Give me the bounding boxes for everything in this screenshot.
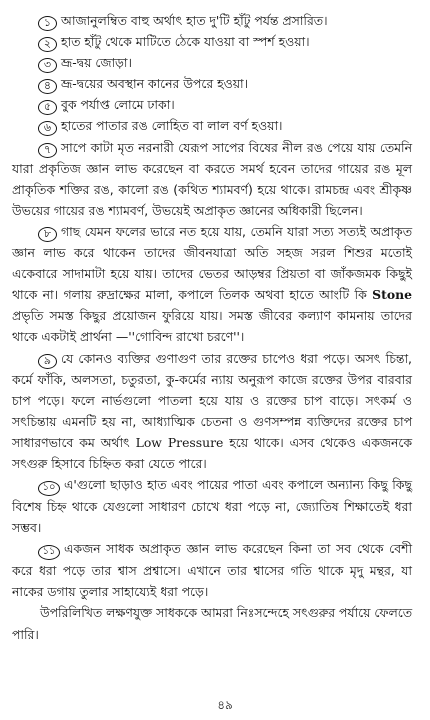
list-item — [38, 94, 412, 115]
page-number: ৪৯ — [217, 698, 233, 712]
item-text: হাতের পাতার রঙ লোহিত বা লাল বর্ণ হওয়া। — [61, 118, 283, 134]
item-text: সাপে কাটা মৃত নরনারী যেরূপ সাপের বিষের নীল রঙ পেয়ে যায় তেমনি যারা প্রকৃতিজ জ্ঞান লাভ করেছেন বা করতে সমর্থ হবেন তাদের গায়ের রঙ মূল প্রাকৃতিক শক্তির রঙ, কালো রঙ (কথিত শ্যামবর্ণ) হয়ে থাকে। রামচন্দ্র এবং শ্রীকৃষ্ণ উভয়ের গায়ের রঙ শ্যামবর্ণ, উভয়েই অপ্রাকৃত জ্ঞানের অধিকারী ছিলেন। — [12, 139, 412, 218]
list-item — [12, 348, 412, 475]
list-item — [38, 31, 412, 52]
item-number-badge: ৫ — [38, 100, 57, 115]
closing-paragraph: উপরিলিখিত লক্ষণযুক্ত সাধককে আমরা নিঃসন্দেহে সৎগুরুর পর্যায়ে ফেলতে পারি। — [12, 605, 412, 642]
item-text-continued: হয়ে থাকে। এসব থেকেও একজনকে সৎগুরু হিসাবে চিহ্নিত করা যেতে পারে। — [12, 434, 412, 471]
item-text: ভ্রূ-দ্বয়ের অবস্থান কানের উপরে হওয়া। — [61, 76, 249, 92]
latin-term: Stone — [372, 287, 412, 303]
item-number-badge: ৪ — [38, 79, 57, 94]
item-text: গাছ যেমন ফলের ভারে নত হয়ে যায়, তেমনি যারা সত্য সত্যই অপ্রাকৃত জ্ঞান লাভ করে থাকেন তাদের জীবনযাত্রা অতি সহজ সরল শিশুর মতোই একেবারে সাদামাটা হয়ে যায়। তাদের ভেতর আড়ম্বর প্রিয়তা বা জাঁকজমক কিছুই থাকে না। গলায় রুদ্রাক্ষের মালা, কপালে তিলক অথবা হাতে আংটি কি — [12, 223, 412, 303]
item-text: যে কোনও ব্যক্তির গুণাগুণ তার রক্তের চাপেও ধরা পড়ে। অসৎ চিন্তা, কর্মে ফাঁকি, অলসতা, চতুরতা, কু-কর্মের ন্যায় অনুরূপ কাজে রক্তের উপর বারবার চাপ পড়ে। ফলে নার্ভগুলো পাতলা হয়ে যায় ও রক্তের চাপ বাড়ে। সৎকর্ম ও সৎচিন্তায় এমনটি হয় না, আধ্যাত্মিক চেতনা ও গুণসম্পন্ন ব্যক্তিদের রক্তের চাপ সাধারণভাবে কম অর্থাৎ — [12, 350, 412, 450]
item-number-badge: ৭ — [38, 143, 57, 158]
item-number-badge: ৩ — [38, 58, 57, 73]
item-text: বুক পর্যাপ্ত লোমে ঢাকা। — [61, 97, 175, 113]
list-item — [12, 474, 412, 538]
item-number-badge: ১ — [38, 16, 57, 31]
item-text: একজন সাধক অপ্রাকৃত জ্ঞান লাভ করেছেন কিনা তা সব থেকে বেশী করে ধরা পড়ে তার শ্বাস প্রশ্বাসে। এখানে তার শ্বাসের গতি থাকে মৃদু মন্থর, যা নাকের ডগায় তুলার সাহায্যেই ধরা পড়ে। — [12, 541, 412, 600]
list-item — [38, 115, 412, 136]
list-item — [38, 52, 412, 73]
item-number-badge: ১১ — [38, 545, 60, 560]
list-item — [38, 73, 412, 94]
item-text: ভ্রূ-দ্বয় জোড়া। — [61, 55, 132, 71]
item-number-badge: ৮ — [38, 227, 57, 242]
item-number-badge: ৯ — [38, 354, 57, 369]
item-text-continued: প্রভৃতি সমস্ত কিছুর প্রয়োজন ফুরিয়ে যায়। সমস্ত জীবের কল্যাণ কামনায় তাদের থাকে একটাই প্রার্থনা —''গোবিন্দ রাখো চরণে''। — [12, 308, 412, 345]
latin-term: Low Pressure — [135, 434, 224, 450]
list-item — [12, 137, 412, 221]
list-item — [38, 10, 412, 31]
item-number-badge: ২ — [38, 37, 57, 52]
item-text: এ'গুলো ছাড়াও হাত এবং পায়ের পাতা এবং কপালে অন্যান্য কিছু কিছু বিশেষ চিহ্ন থাকে যেগুলো সাধারণ চোখে ধরা পড়ে না, জ্যোতিষ শিক্ষাতেই ধরা সম্ভব। — [12, 477, 412, 536]
item-text: হাত হাঁটু থেকে মাটিতে ঠেকে যাওয়া বা স্পর্শ হওয়া। — [61, 34, 310, 50]
item-text: আজানুলম্বিত বাহু অর্থাৎ হাত দু'টি হাঁটু পর্যন্ত প্রসারিত। — [61, 13, 328, 28]
list-item — [12, 538, 412, 602]
item-number-badge: ৬ — [38, 121, 57, 136]
list-item — [12, 221, 412, 348]
item-number-badge: ১০ — [38, 481, 60, 496]
